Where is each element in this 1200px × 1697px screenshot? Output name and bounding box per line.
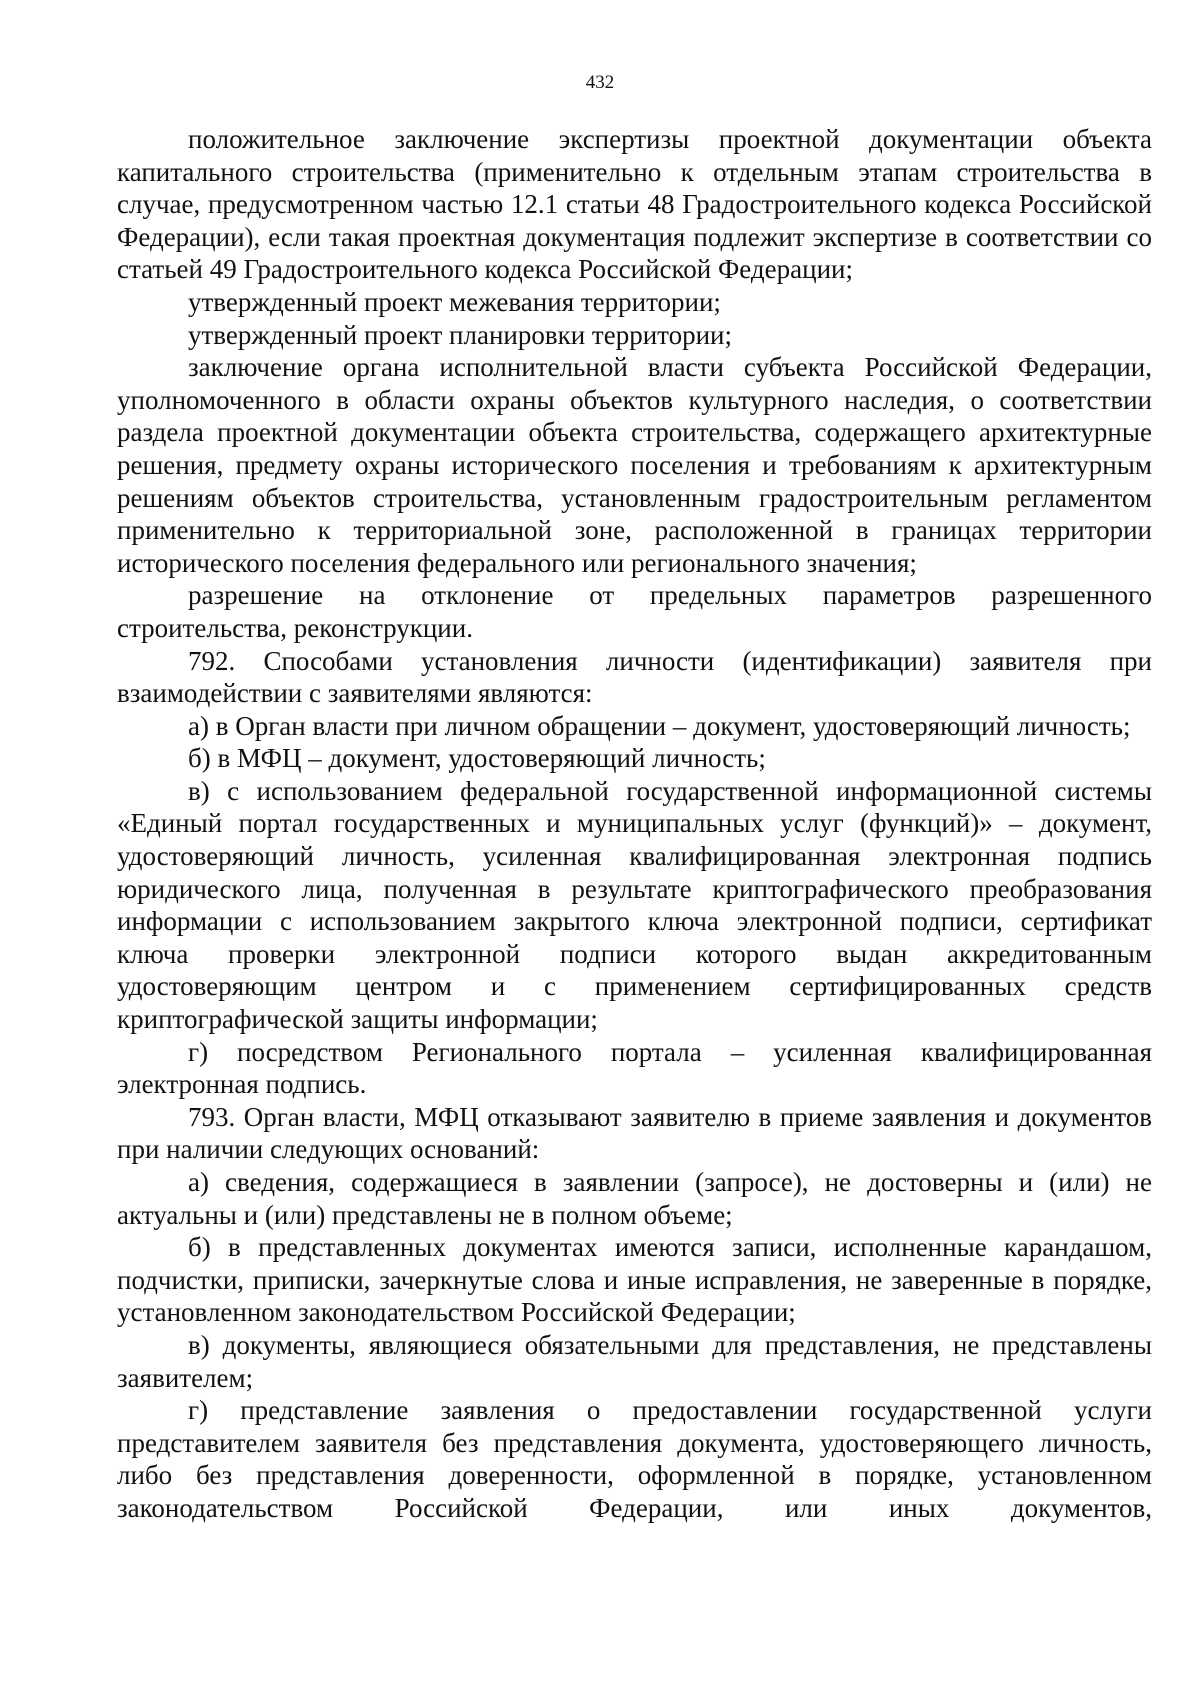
paragraph-792-b: б) в МФЦ – документ, удостоверяющий личность; <box>188 743 766 774</box>
paragraph-793-refusal: 793. Орган власти, МФЦ отказывают заявителю в приеме заявления и документов при наличии следующих оснований: <box>117 1101 1152 1165</box>
paragraph-deviation-permit: разрешение на отклонение от предельных параметров разрешенного строительства, реконструкции. <box>117 580 1152 643</box>
paragraph-land-survey-project: утвержденный проект межевания территории; <box>188 286 721 317</box>
paragraph-expertise-conclusion: положительное заключение экспертизы проектной документации объекта капитального строительства (применительно к отдельным этапам строительства в случае, предусмотренном частью 12.1 статьи 48 Градостроительного кодекса Российской Федерации), если такая проектная документация подлежит экспертизе в соответствии со статьей 49 Градостроительного кодекса Российской Федерации; <box>117 124 1152 285</box>
paragraph-793-g: г) представление заявления о предоставлении государственной услуги представителем заявителя без представления документа, удостоверяющего личность, либо без представления доверенности, оформленной в порядке, установленном законодательством Российской Федерации, или иных документов, <box>117 1395 1152 1523</box>
paragraph-792-g: г) посредством Регионального портала – усиленная квалифицированная электронная подпись. <box>117 1036 1152 1100</box>
paragraph-793-b: б) в представленных документах имеются записи, исполненные карандашом, подчистки, приписки, зачеркнутые слова и иные исправления, не заверенные в порядке, установленном законодательством Российской Федерации; <box>117 1232 1152 1328</box>
document-body <box>117 123 1152 1525</box>
paragraph-793-a: а) сведения, содержащиеся в заявлении (запросе), не достоверны и (или) не актуальны и (или) представлены не в полном объеме; <box>117 1167 1152 1230</box>
paragraph-792-identification: 792. Способами установления личности (идентификации) заявителя при взаимодействии с заявителями являются: <box>117 645 1152 709</box>
page-number: 432 <box>585 72 615 93</box>
paragraph-cultural-heritage-conclusion: заключение органа исполнительной власти субъекта Российской Федерации, уполномоченного в области охраны объектов культурного наследия, о соответствии раздела проектной документации объекта строительства, содержащего архитектурные решения, предмету охраны исторического поселения и требованиям к архитектурным решениям объектов строительства, установленным градостроительным регламентом применительно к территориальной зоне, расположенной в границах территории исторического поселения федерального или регионального значения; <box>117 352 1152 578</box>
paragraph-territory-planning-project: утвержденный проект планировки территории; <box>188 319 733 350</box>
paragraph-793-v: в) документы, являющиеся обязательными для представления, не представлены заявителем; <box>117 1329 1152 1393</box>
paragraph-792-v: в) с использованием федеральной государственной информационной системы «Единый портал государственных и муниципальных услуг (функций)» – документ, удостоверяющий личность, усиленная квалифицированная электронная подпись юридического лица, полученная в результате криптографического преобразования информации с использованием закрытого ключа электронной подписи, сертификат ключа проверки электронной подписи которого выдан аккредитованным удостоверяющим центром и с применением сертифицированных средств криптографической защиты информации; <box>117 775 1152 1035</box>
paragraph-792-a: а) в Орган власти при личном обращении – документ, удостоверяющий личность; <box>188 710 1131 741</box>
